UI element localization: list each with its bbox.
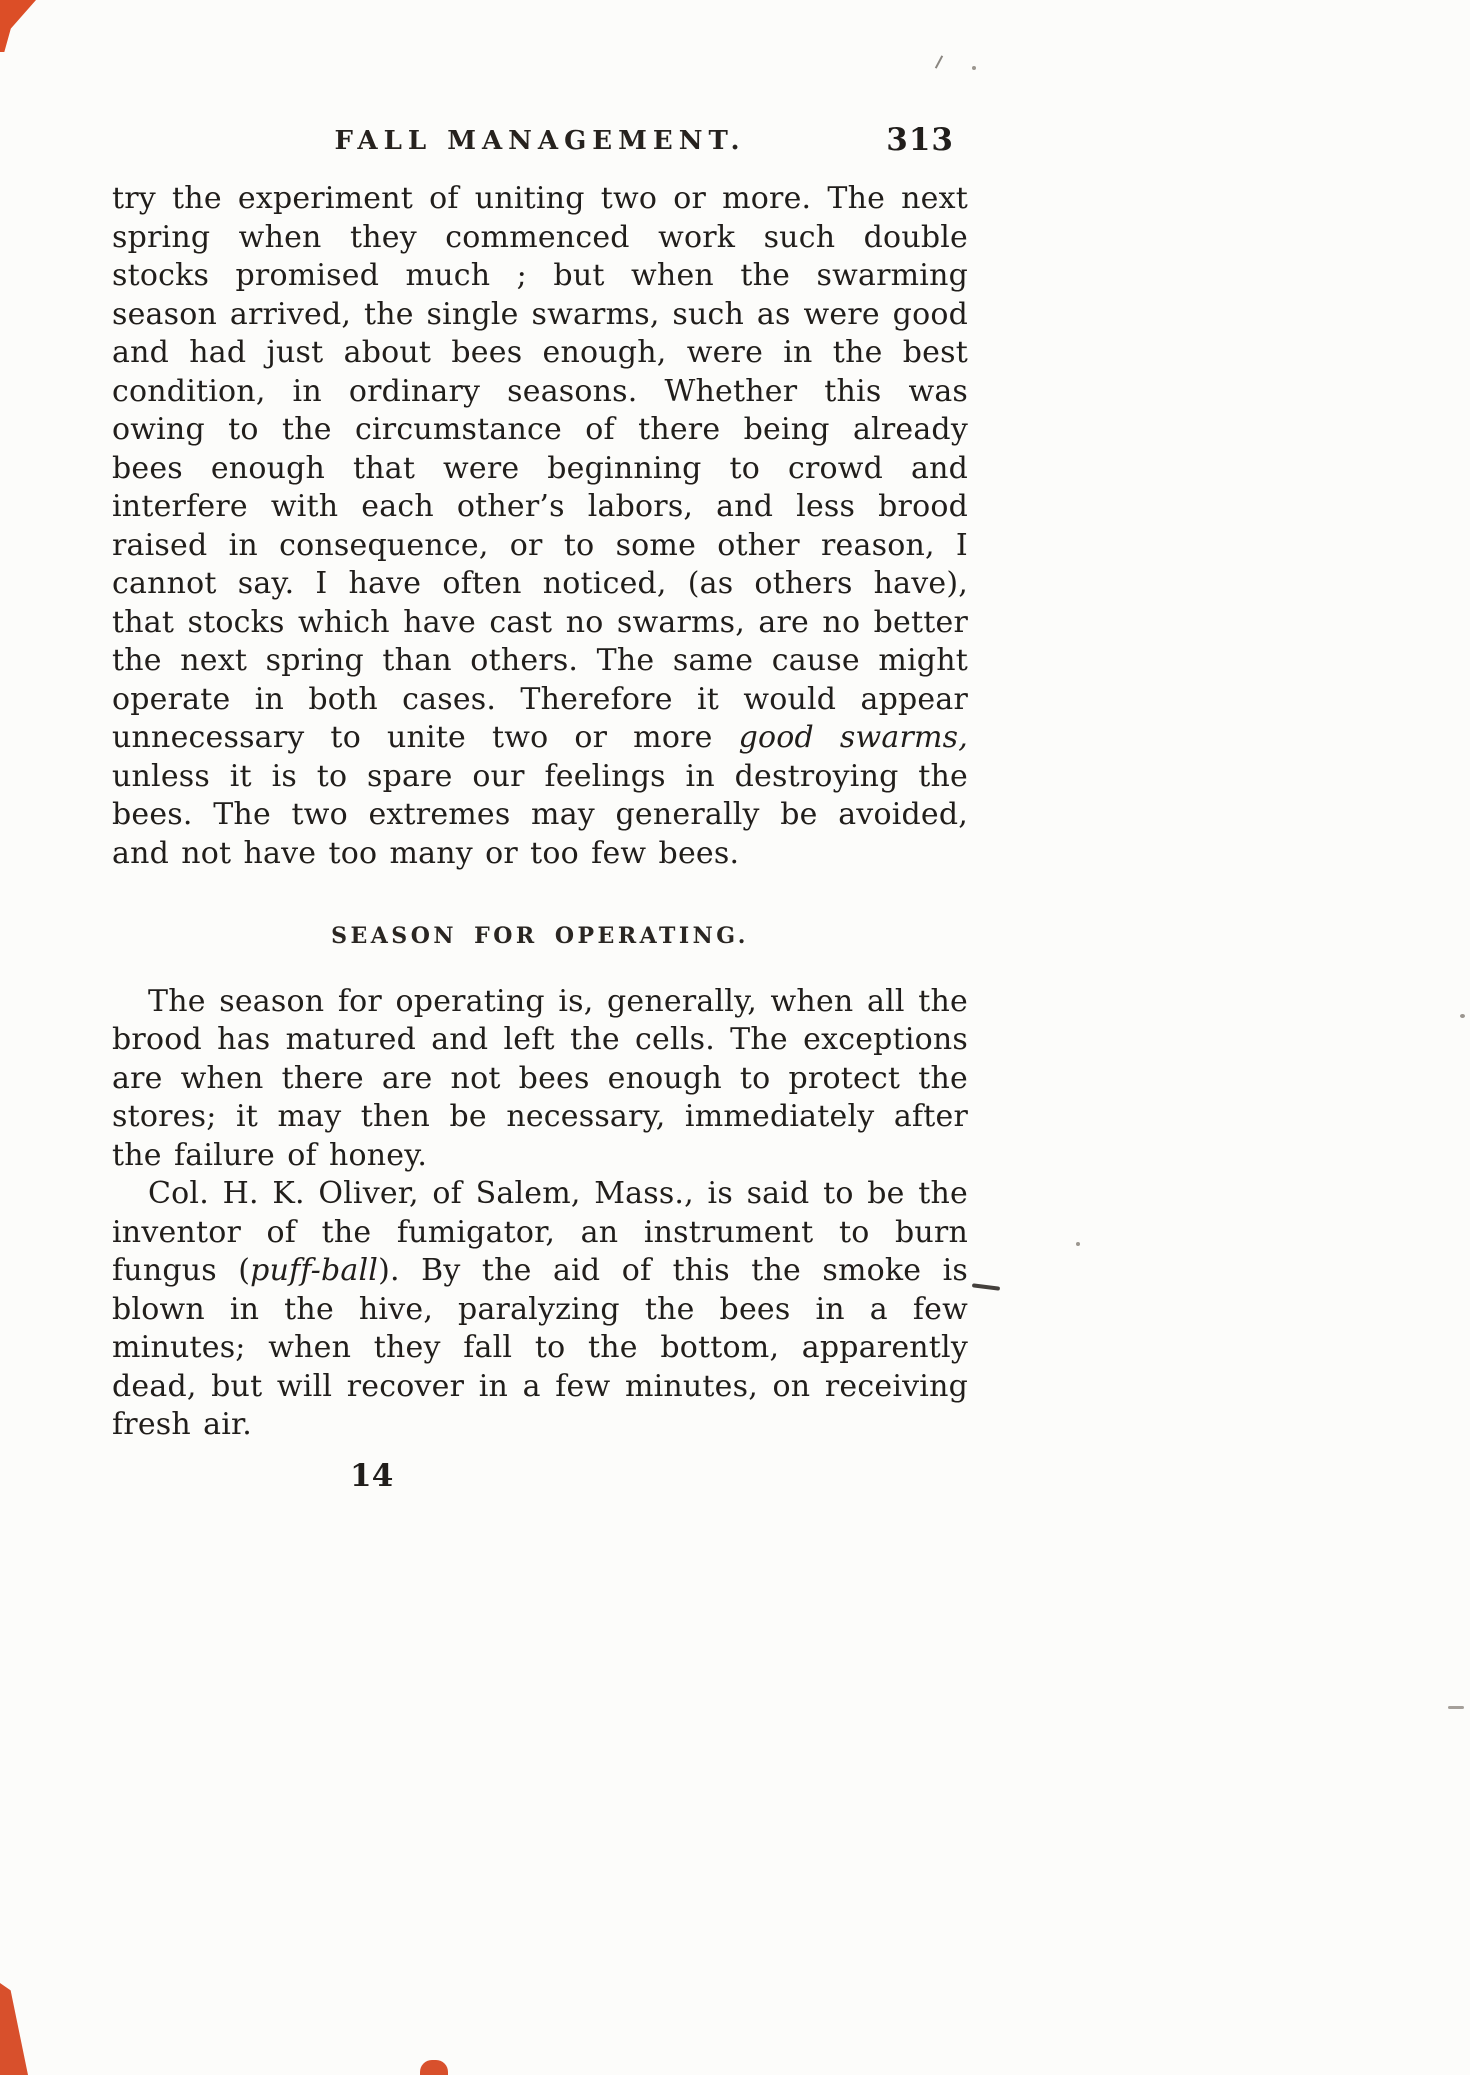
paragraph-1-text-post: unless it is to spare our feelings in destroying the bees. The two extremes may generally be avoided, and not have too many or too few bees. <box>112 758 968 871</box>
paragraph-3-italic-puff-ball: puff-ball <box>250 1253 379 1288</box>
scan-artifact-edge-dash <box>1448 1706 1464 1709</box>
running-title: FALL MANAGEMENT. <box>334 126 746 156</box>
paragraph-3-text-pre: Col. H. K. Oliver, of Salem, Mass., is said to be the inventor of the fumigator, an instrument to burn fungus ( <box>112 1176 968 1288</box>
scan-artifact-dot <box>972 66 976 70</box>
scan-artifact-pencil-dash <box>972 1283 1000 1290</box>
paragraph-uniting-swarms <box>112 180 968 873</box>
scan-artifact-dot <box>1076 1242 1080 1246</box>
paragraph-season-for-operating: The season for operating is, generally, when all the brood has matured and left the cells. The exceptions are when there are not bees enough to protect the stores; it may then be necessary, immediately after the failure of honey. <box>112 983 968 1173</box>
paragraph-fumigator <box>112 1175 968 1445</box>
page-number: 313 <box>886 122 954 158</box>
page-header <box>112 122 968 158</box>
paragraph-1-italic-good-swarms: good swarms, <box>738 720 968 755</box>
scan-artifact-dot <box>1460 1014 1465 1018</box>
scan-artifact-tick-mark <box>935 55 943 68</box>
text-column <box>112 180 968 1495</box>
paragraph-3-text-post: ). By the aid of this the smoke is blown in the hive, paralyzing the bees in a few minutes; when they fall to the bottom, apparently dead, but will recover in a few minutes, on receiving fresh air. <box>112 1253 968 1442</box>
signature-mark: 14 <box>350 1457 394 1494</box>
paragraph-1-text-pre: try the experiment of uniting two or more. The next spring when they commenced work such double stocks promised much ; but when the swarming season arrived, the single swarms, such as were good and had just about bees enough, were in the best condition, in ordinary seasons. Whether this was owing to the circumstance of there being already bees enough that were beginning to crowd and interfere with each other’s labors, and less brood raised in consequence, or to some other reason, I cannot say. I have often noticed, (as others have), that stocks which have cast no swarms, are no better the next spring than others. The same cause might operate in both cases. Therefore it would appear unnecessary to unite two or more <box>112 181 968 755</box>
section-heading-season-for-operating: SEASON FOR OPERATING. <box>331 923 749 949</box>
scan-artifact-red-blob-bottom <box>420 2060 448 2075</box>
scan-artifact-red-strip-bottom-left <box>0 1983 28 2075</box>
scan-artifact-red-corner-top-left <box>0 0 36 52</box>
